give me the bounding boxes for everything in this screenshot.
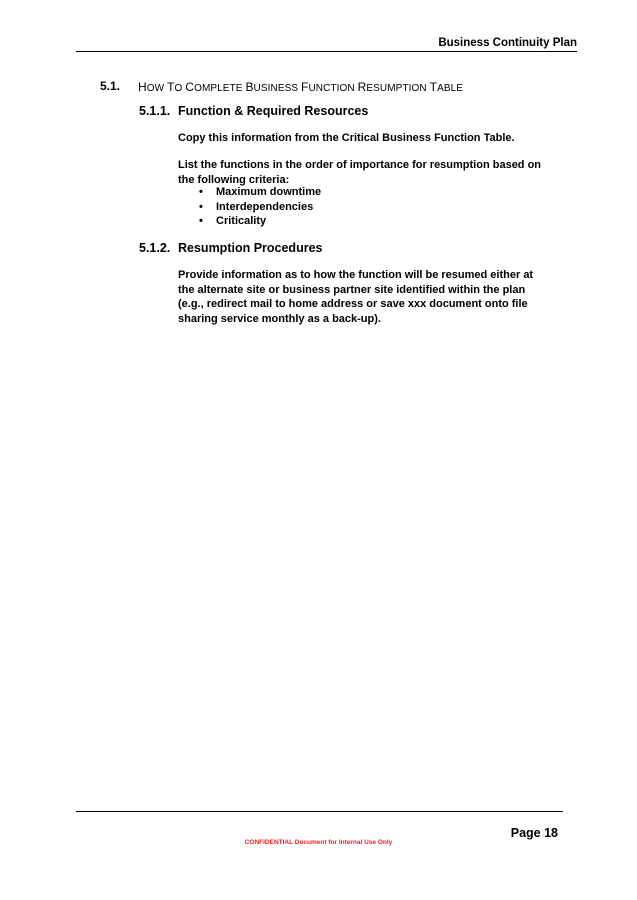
- subsection-number: 5.1.1.: [139, 104, 171, 118]
- page-number: Page 18: [510, 826, 558, 840]
- list-item-text: Criticality: [216, 215, 267, 227]
- section-title-part: T: [167, 80, 175, 94]
- subsection-title: Function & Required Resources: [178, 104, 369, 118]
- section-number: 5.1.: [100, 79, 121, 93]
- section-title-part: B: [245, 80, 254, 94]
- section-title-part: OMPLETE: [194, 83, 246, 94]
- criteria-list: [178, 185, 321, 229]
- subsection-heading: [139, 241, 322, 255]
- section-title-part: ABLE: [437, 83, 464, 94]
- bullet-icon: •: [199, 186, 203, 198]
- paragraph: List the functions in the order of importance for resumption based on the following criteria:: [178, 159, 542, 186]
- section-title-part: UNCTION: [308, 83, 358, 94]
- subsection-heading: [139, 104, 368, 118]
- section-title-part: T: [429, 80, 438, 94]
- section-title-part: USINESS: [253, 83, 302, 94]
- bullet-icon: •: [199, 200, 203, 213]
- header-title: Business Continuity Plan: [438, 37, 577, 49]
- list-item-text: Interdependencies: [216, 200, 314, 213]
- paragraph: Provide information as to how the function will be resumed either at the alternate site or business partner site identified within the plan (e.g., redirect mail to home address or save xxx document onto file sharing service monthly as a back-up).: [178, 269, 534, 325]
- section-title: [138, 80, 463, 94]
- section-title-part: F: [301, 80, 309, 94]
- section-title-part: ESUMPTION: [366, 83, 430, 94]
- subsection-number: 5.1.2.: [139, 241, 171, 255]
- list-item: [178, 214, 321, 229]
- bullet-icon: •: [199, 215, 203, 227]
- section-title-part: H: [138, 80, 147, 94]
- section-title-part: O: [174, 83, 186, 94]
- section-title-part: R: [357, 80, 367, 94]
- confidential-notice: CONFIDENTIAL Document for Internal Use Only: [244, 839, 393, 846]
- list-item: [178, 185, 321, 200]
- footer-divider: [76, 811, 563, 812]
- paragraph: Copy this information from the Critical Business Function Table.: [178, 132, 515, 144]
- subsection-title: Resumption Procedures: [178, 241, 323, 255]
- header-divider: [76, 51, 577, 52]
- list-item-text: Maximum downtime: [216, 186, 322, 198]
- section-title-part: C: [185, 80, 195, 94]
- list-item: [178, 200, 321, 215]
- section-title-part: OW: [146, 83, 168, 94]
